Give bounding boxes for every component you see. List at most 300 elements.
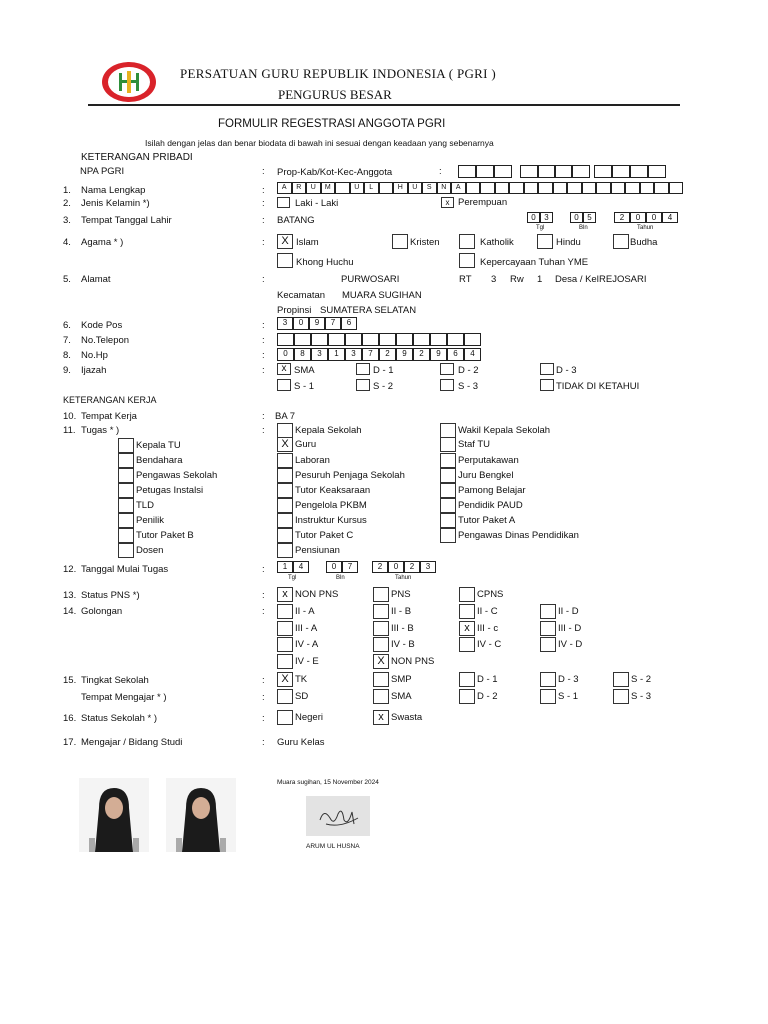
tugas-pesuruh-checkbox[interactable] bbox=[277, 468, 293, 483]
row-tmt-num: 12. bbox=[63, 564, 77, 575]
row-status_pns-colon: : bbox=[262, 590, 265, 601]
tugas-laboran-label: Laboran bbox=[295, 455, 330, 466]
row-ijazah-colon: : bbox=[262, 365, 265, 376]
row-hp-num: 8. bbox=[63, 350, 71, 361]
female-checkbox[interactable]: x bbox=[441, 197, 454, 208]
tingkat-sma-label: SMA bbox=[391, 691, 412, 702]
tugas-penilik-label: Penilik bbox=[136, 515, 164, 526]
tugas-pengawas-label: Pengawas Sekolah bbox=[136, 470, 218, 481]
golongan-iiia-label: III - A bbox=[295, 622, 318, 634]
golongan-iid-label: II - D bbox=[558, 606, 579, 617]
tingkat-s3-checkbox[interactable] bbox=[613, 689, 629, 704]
birth-day-cell[interactable]: 0 bbox=[527, 212, 540, 223]
row-agama-label: Agama * ) bbox=[81, 237, 124, 248]
row-status_sekolah-colon: : bbox=[262, 713, 265, 724]
tugas-dosen-label: Dosen bbox=[136, 545, 164, 556]
form-instruction: Isilah dengan jelas dan benar biodata di bawah ini sesuai dengan keadaan yang sebenarnya bbox=[145, 138, 494, 148]
org-subtitle: PENGURUS BESAR bbox=[278, 87, 392, 102]
telepon-cell[interactable] bbox=[362, 333, 379, 346]
tugas-bengkel-checkbox[interactable] bbox=[440, 468, 456, 483]
row-tingkat-colon: : bbox=[262, 675, 265, 686]
khonghucu-checkbox[interactable] bbox=[277, 253, 293, 268]
tugas-wakasek-checkbox[interactable] bbox=[440, 423, 456, 438]
islam-label: Islam bbox=[296, 237, 319, 248]
nama-cell[interactable]: R bbox=[292, 182, 307, 194]
katholik-label: Katholik bbox=[480, 237, 514, 248]
npa-colon: : bbox=[439, 166, 442, 177]
row-agama-colon: : bbox=[262, 237, 265, 248]
tugas-paket_c-checkbox[interactable] bbox=[277, 528, 293, 543]
tugas-penilik-checkbox[interactable] bbox=[118, 513, 134, 528]
tugas-dinas-label: Pengawas Dinas Pendidikan bbox=[458, 530, 579, 541]
golongan-iiid-checkbox[interactable] bbox=[540, 621, 556, 636]
row-tempat-mengajar-label: Tempat Mengajar * ) bbox=[81, 692, 167, 703]
row-status_pns-num: 13. bbox=[63, 590, 77, 601]
section-pribadi: KETERANGAN PRIBADI bbox=[81, 152, 193, 163]
npa-cell[interactable] bbox=[648, 165, 666, 178]
golongan-iic-checkbox[interactable] bbox=[459, 604, 475, 619]
npa-cell[interactable] bbox=[594, 165, 612, 178]
ijazah-d1-label: D - 1 bbox=[373, 365, 394, 376]
budha-label: Budha bbox=[630, 237, 658, 248]
row-status_sekolah-label: Status Sekolah * ) bbox=[81, 713, 158, 724]
mengajar-value: Guru Kelas bbox=[277, 737, 325, 748]
row-tugas-label: Tugas * ) bbox=[81, 425, 120, 436]
row-kodepos-colon: : bbox=[262, 320, 265, 331]
kecamatan-value: MUARA SUGIHAN bbox=[342, 290, 422, 301]
npa-cell[interactable] bbox=[554, 165, 572, 178]
npa-cell[interactable] bbox=[520, 165, 538, 178]
signature-name: ARUM UL HUSNA bbox=[306, 843, 360, 850]
golongan-iid-checkbox[interactable] bbox=[540, 604, 556, 619]
telepon-cell[interactable] bbox=[464, 333, 481, 346]
tmt-month-cell[interactable]: 7 bbox=[342, 561, 358, 573]
pns-pns-checkbox[interactable] bbox=[373, 587, 389, 602]
nama-cell[interactable]: U bbox=[350, 182, 365, 194]
birth-month-cell[interactable]: 0 bbox=[570, 212, 583, 223]
telepon-cell[interactable] bbox=[413, 333, 430, 346]
kodepos-cell[interactable]: 3 bbox=[277, 317, 293, 330]
row-npa-colon: : bbox=[262, 166, 265, 177]
hp-cell[interactable]: 9 bbox=[430, 348, 447, 361]
ijazah-unknown-checkbox[interactable] bbox=[540, 379, 554, 391]
golongan-iib-checkbox[interactable] bbox=[373, 604, 389, 619]
rt-value: 3 bbox=[491, 274, 497, 285]
tmt-year-cell[interactable]: 3 bbox=[420, 561, 436, 573]
row-kodepos-label: Kode Pos bbox=[81, 320, 123, 331]
kepercayaan-label: Kepercayaan Tuhan YME bbox=[480, 257, 589, 268]
row-telp-label: No.Telepon bbox=[81, 335, 130, 346]
tugas-pkbm-checkbox[interactable] bbox=[277, 498, 293, 513]
propinsi-value: SUMATERA SELATAN bbox=[320, 305, 417, 316]
row-tempat_kerja-label: Tempat Kerja bbox=[81, 411, 137, 422]
ttl-tgl-caption: Tgl bbox=[536, 225, 545, 231]
nama-cell[interactable] bbox=[582, 182, 597, 194]
row-telp-num: 7. bbox=[63, 335, 71, 346]
row-mengajar-num: 17. bbox=[63, 737, 77, 748]
row-tempat-mengajar-colon: : bbox=[262, 692, 265, 703]
kodepos-cell[interactable]: 0 bbox=[293, 317, 309, 330]
npa-cell[interactable] bbox=[476, 165, 494, 178]
golongan-ive-checkbox[interactable] bbox=[277, 654, 293, 669]
row-tmt-label: Tanggal Mulai Tugas bbox=[81, 564, 169, 575]
status-negeri-checkbox[interactable] bbox=[277, 710, 293, 725]
nama-cell[interactable]: L bbox=[364, 182, 379, 194]
golongan-iva-label: IV - A bbox=[295, 639, 319, 650]
nama-cell[interactable]: U bbox=[306, 182, 321, 194]
npa-cell[interactable] bbox=[630, 165, 648, 178]
desa-label: Desa / Kel bbox=[555, 274, 599, 285]
row-mengajar-label: Mengajar / Bidang Studi bbox=[81, 737, 183, 748]
golongan-iic-label: II - C bbox=[477, 606, 498, 617]
ijazah-s1-label: S - 1 bbox=[294, 381, 315, 392]
hp-cell[interactable]: 1 bbox=[328, 348, 345, 361]
pns-non-checkbox[interactable]: x bbox=[277, 587, 293, 602]
telepon-cell[interactable] bbox=[311, 333, 328, 346]
birth-month-cell[interactable]: 5 bbox=[583, 212, 596, 223]
tempat-kerja-value: BA 7 bbox=[275, 411, 296, 422]
golongan-iiib-checkbox[interactable] bbox=[373, 621, 389, 636]
golongan-nonpns-label: NON PNS bbox=[391, 655, 435, 667]
hp-cell[interactable]: 3 bbox=[345, 348, 362, 361]
tmt-year-cell[interactable]: 2 bbox=[404, 561, 420, 573]
ijazah-s2-checkbox[interactable] bbox=[356, 379, 370, 391]
tugas-bendahara-label: Bendahara bbox=[136, 455, 183, 466]
row-tingkat-label: Tingkat Sekolah bbox=[81, 675, 149, 686]
row-telp-colon: : bbox=[262, 335, 265, 346]
ttl-bln-caption: Bln bbox=[579, 225, 588, 231]
tugas-paud-label: Pendidik PAUD bbox=[458, 500, 523, 511]
row-nama-label: Nama Lengkap bbox=[81, 185, 146, 196]
khonghucu-label: Khong Huchu bbox=[296, 257, 354, 268]
hp-cell[interactable]: 2 bbox=[413, 348, 430, 361]
row-tmt-colon: : bbox=[262, 564, 265, 575]
npa-cell[interactable] bbox=[572, 165, 590, 178]
rt-label: RT bbox=[459, 274, 472, 285]
row-alamat-colon: : bbox=[262, 274, 265, 285]
telepon-cell[interactable] bbox=[345, 333, 362, 346]
nama-cell[interactable]: A bbox=[451, 182, 466, 194]
golongan-ivb-checkbox[interactable] bbox=[373, 637, 389, 652]
nama-cell[interactable] bbox=[509, 182, 524, 194]
hp-cell[interactable]: 9 bbox=[396, 348, 413, 361]
ijazah-s2-label: S - 2 bbox=[373, 381, 394, 392]
tugas-kursus-label: Instruktur Kursus bbox=[295, 515, 367, 526]
golongan-ivc-checkbox[interactable] bbox=[459, 637, 475, 652]
tugas-staftu-checkbox[interactable] bbox=[440, 437, 456, 452]
row-nama-colon: : bbox=[262, 185, 265, 196]
header-divider bbox=[88, 104, 680, 106]
org-title: PERSATUAN GURU REPUBLIK INDONESIA ( PGRI ) bbox=[180, 66, 496, 81]
tmt-bln-caption: Bln bbox=[336, 575, 345, 581]
ijazah-s3-checkbox[interactable] bbox=[440, 379, 454, 391]
status-swasta-checkbox[interactable]: x bbox=[373, 710, 389, 725]
golongan-ivd-checkbox[interactable] bbox=[540, 637, 556, 652]
golongan-iiib-label: III - B bbox=[391, 622, 414, 634]
tugas-laboran-checkbox[interactable] bbox=[277, 453, 293, 468]
nama-cell[interactable] bbox=[596, 182, 611, 194]
tugas-bendahara-checkbox[interactable] bbox=[118, 453, 134, 468]
row-alamat-label: Alamat bbox=[81, 274, 111, 285]
tugas-staftu-label: Staf TU bbox=[458, 439, 491, 450]
birth-year-cell[interactable]: 0 bbox=[646, 212, 662, 223]
golongan-ive-label: IV - E bbox=[295, 655, 319, 667]
nama-cell[interactable]: S bbox=[422, 182, 437, 194]
tugas-paud-checkbox[interactable] bbox=[440, 498, 456, 513]
tugas-bengkel-label: Juru Bengkel bbox=[458, 470, 514, 481]
ijazah-d3-label: D - 3 bbox=[556, 365, 577, 376]
tingkat-s1-checkbox[interactable] bbox=[540, 689, 556, 704]
golongan-ivd-label: IV - D bbox=[558, 639, 583, 650]
ijazah-sma-checkbox[interactable]: x bbox=[277, 363, 291, 375]
nama-cell[interactable] bbox=[524, 182, 539, 194]
male-checkbox[interactable] bbox=[277, 197, 290, 208]
tugas-paket_a-label: Tutor Paket A bbox=[458, 515, 516, 526]
nama-cell[interactable] bbox=[611, 182, 626, 194]
row-kodepos-num: 6. bbox=[63, 320, 71, 331]
ijazah-s3-label: S - 3 bbox=[458, 381, 479, 392]
row-tingkat-num: 15. bbox=[63, 675, 77, 686]
rw-label: Rw bbox=[510, 274, 524, 285]
telepon-cell[interactable] bbox=[379, 333, 396, 346]
row-hp-label: No.Hp bbox=[81, 350, 108, 361]
hindu-checkbox[interactable] bbox=[537, 234, 553, 249]
row-jk-label: Jenis Kelamin *) bbox=[81, 198, 150, 209]
kepercayaan-checkbox[interactable] bbox=[459, 253, 475, 268]
row-jk-colon: : bbox=[262, 198, 265, 209]
kodepos-cell[interactable]: 6 bbox=[341, 317, 357, 330]
tugas-dinas-checkbox[interactable] bbox=[440, 528, 456, 543]
tugas-pamong-checkbox[interactable] bbox=[440, 483, 456, 498]
tugas-pamong-label: Pamong Belajar bbox=[458, 485, 526, 496]
nama-cell[interactable] bbox=[480, 182, 495, 194]
tingkat-sd-checkbox[interactable] bbox=[277, 689, 293, 704]
signature-date: Muara sugihan, 15 November 2024 bbox=[277, 779, 379, 786]
golongan-ivc-label: IV - C bbox=[477, 639, 502, 650]
ijazah-d2-label: D - 2 bbox=[458, 365, 479, 376]
tingkat-s1-label: S - 1 bbox=[558, 691, 579, 702]
row-ijazah-label: Ijazah bbox=[81, 365, 107, 376]
row-mengajar-colon: : bbox=[262, 737, 265, 748]
ijazah-sma-label: SMA bbox=[294, 365, 315, 376]
tugas-paket_c-label: Tutor Paket C bbox=[295, 530, 354, 541]
nama-cell[interactable] bbox=[553, 182, 568, 194]
ijazah-d2-checkbox[interactable] bbox=[440, 363, 454, 375]
nama-cell[interactable] bbox=[495, 182, 510, 194]
ijazah-s1-checkbox[interactable] bbox=[277, 379, 291, 391]
tingkat-tk-checkbox[interactable]: X bbox=[277, 672, 293, 687]
nama-cell[interactable]: U bbox=[408, 182, 423, 194]
npa-format: Prop-Kab/Kot-Kec-Anggota bbox=[277, 167, 393, 178]
tingkat-d3-checkbox[interactable] bbox=[540, 672, 556, 687]
nama-cell[interactable] bbox=[567, 182, 582, 194]
tmt-month-cell[interactable]: 0 bbox=[326, 561, 342, 573]
row-hp-colon: : bbox=[262, 350, 265, 361]
tingkat-s3-label: S - 3 bbox=[631, 691, 652, 702]
tugas-kepsek-checkbox[interactable] bbox=[277, 423, 293, 438]
row-agama-num: 4. bbox=[63, 237, 71, 248]
nama-cell[interactable] bbox=[625, 182, 640, 194]
ijazah-unknown-label: TIDAK DI KETAHUI bbox=[556, 381, 640, 392]
row-ttl-num: 3. bbox=[63, 215, 71, 226]
row-status_pns-label: Status PNS *) bbox=[81, 590, 140, 601]
row-alamat-num: 5. bbox=[63, 274, 71, 285]
tugas-perpus-checkbox[interactable] bbox=[440, 453, 456, 468]
tingkat-d1-checkbox[interactable] bbox=[459, 672, 475, 687]
tugas-wakasek-label: Wakil Kepala Sekolah bbox=[458, 425, 551, 436]
telepon-cell[interactable] bbox=[294, 333, 311, 346]
hp-cell[interactable]: 6 bbox=[447, 348, 464, 361]
nama-cell[interactable] bbox=[538, 182, 553, 194]
hp-cell[interactable]: 4 bbox=[464, 348, 481, 361]
ttl-tahun-caption: Tahun bbox=[637, 225, 654, 231]
row-tempat_kerja-num: 10. bbox=[63, 411, 77, 422]
npa-cell[interactable] bbox=[612, 165, 630, 178]
tugas-pengawas-checkbox[interactable] bbox=[118, 468, 134, 483]
katholik-checkbox[interactable] bbox=[459, 234, 475, 249]
tingkat-s2-label: S - 2 bbox=[631, 674, 652, 685]
nama-cell[interactable] bbox=[379, 182, 394, 194]
row-golongan-num: 14. bbox=[63, 606, 77, 617]
kodepos-cell[interactable]: 7 bbox=[325, 317, 341, 330]
male-label: Laki - Laki bbox=[295, 198, 339, 209]
ijazah-d1-checkbox[interactable] bbox=[356, 363, 370, 375]
rw-value: 1 bbox=[537, 274, 543, 285]
tmt-day-cell[interactable]: 1 bbox=[277, 561, 293, 573]
alamat-desa: PURWOSARI bbox=[341, 274, 400, 285]
member-photo-2 bbox=[166, 778, 236, 852]
tingkat-sd-label: SD bbox=[295, 691, 309, 702]
tmt-day-cell[interactable]: 4 bbox=[293, 561, 309, 573]
hp-cell[interactable]: 3 bbox=[311, 348, 328, 361]
row-tugas-num: 11. bbox=[63, 425, 76, 436]
hp-cell[interactable]: 2 bbox=[379, 348, 396, 361]
row-tempat_kerja-colon: : bbox=[262, 411, 265, 422]
tingkat-smp-label: SMP bbox=[391, 674, 412, 685]
tugas-paket_b-label: Tutor Paket B bbox=[136, 530, 194, 541]
npa-cell[interactable] bbox=[494, 165, 512, 178]
pns-cpns-checkbox[interactable] bbox=[459, 587, 475, 602]
nama-cell[interactable]: A bbox=[277, 182, 292, 194]
tugas-paket_a-checkbox[interactable] bbox=[440, 513, 456, 528]
section-kerja: KETERANGAN KERJA bbox=[63, 395, 157, 405]
golongan-iiic-checkbox[interactable]: x bbox=[459, 621, 475, 636]
birth-year-cell[interactable]: 2 bbox=[614, 212, 630, 223]
birth-year-cell[interactable]: 4 bbox=[662, 212, 678, 223]
tingkat-d1-label: D - 1 bbox=[477, 674, 498, 685]
budha-checkbox[interactable] bbox=[613, 234, 629, 249]
golongan-iia-label: II - A bbox=[295, 606, 315, 617]
row-golongan-colon: : bbox=[262, 606, 265, 617]
birth-year-cell[interactable]: 0 bbox=[630, 212, 646, 223]
birth-day-cell[interactable]: 3 bbox=[540, 212, 553, 223]
nama-cell[interactable] bbox=[654, 182, 669, 194]
hp-cell[interactable]: 7 bbox=[362, 348, 379, 361]
pns-pns-label: PNS bbox=[391, 589, 411, 600]
npa-label: NPA PGRI bbox=[80, 166, 125, 177]
row-ttl-colon: : bbox=[262, 215, 265, 226]
tingkat-sma-checkbox[interactable] bbox=[373, 689, 389, 704]
tmt-year-cell[interactable]: 0 bbox=[388, 561, 404, 573]
golongan-iiid-label: III - D bbox=[558, 622, 582, 634]
golongan-iiic-label: III - c bbox=[477, 622, 499, 634]
golongan-iib-label: II - B bbox=[391, 606, 412, 617]
signature-image bbox=[306, 796, 370, 836]
nama-cell[interactable] bbox=[669, 182, 684, 194]
telepon-cell[interactable] bbox=[430, 333, 447, 346]
tmt-year-cell[interactable]: 2 bbox=[372, 561, 388, 573]
hp-cell[interactable]: 8 bbox=[294, 348, 311, 361]
tugas-kepsek-label: Kepala Sekolah bbox=[295, 425, 362, 436]
nama-cell[interactable] bbox=[640, 182, 655, 194]
tugas-paket_b-checkbox[interactable] bbox=[118, 528, 134, 543]
tugas-pensiunan-checkbox[interactable] bbox=[277, 543, 293, 558]
row-golongan-label: Golongan bbox=[81, 606, 123, 617]
tugas-tld-checkbox[interactable] bbox=[118, 498, 134, 513]
nama-cell[interactable] bbox=[335, 182, 350, 194]
nama-cell[interactable]: M bbox=[321, 182, 336, 194]
tugas-instalasi-label: Petugas Instalsi bbox=[136, 485, 204, 496]
tugas-keaksaraan-label: Tutor Keaksaraan bbox=[295, 485, 371, 496]
golongan-nonpns-checkbox[interactable]: X bbox=[373, 654, 389, 669]
golongan-ivb-label: IV - B bbox=[391, 639, 415, 650]
tugas-dosen-checkbox[interactable] bbox=[118, 543, 134, 558]
nama-cell[interactable]: H bbox=[393, 182, 408, 194]
hindu-label: Hindu bbox=[556, 237, 581, 248]
tingkat-s2-checkbox[interactable] bbox=[613, 672, 629, 687]
telepon-cell[interactable] bbox=[396, 333, 413, 346]
tugas-kursus-checkbox[interactable] bbox=[277, 513, 293, 528]
golongan-iia-checkbox[interactable] bbox=[277, 604, 293, 619]
tingkat-d2-label: D - 2 bbox=[477, 691, 498, 702]
tugas-guru-checkbox[interactable]: X bbox=[277, 437, 293, 452]
tingkat-d2-checkbox[interactable] bbox=[459, 689, 475, 704]
telepon-cell[interactable] bbox=[447, 333, 464, 346]
tugas-instalasi-checkbox[interactable] bbox=[118, 483, 134, 498]
tugas-pensiunan-label: Pensiunan bbox=[295, 545, 340, 556]
nama-cell[interactable] bbox=[466, 182, 481, 194]
member-photo-1 bbox=[79, 778, 149, 852]
pns-cpns-label: CPNS bbox=[477, 589, 504, 600]
hp-cell[interactable]: 0 bbox=[277, 348, 294, 361]
tingkat-smp-checkbox[interactable] bbox=[373, 672, 389, 687]
pns-non-label: NON PNS bbox=[295, 589, 339, 600]
kodepos-cell[interactable]: 9 bbox=[309, 317, 325, 330]
kecamatan-label: Kecamatan bbox=[277, 290, 326, 301]
tmt-tgl-caption: Tgl bbox=[288, 575, 297, 581]
tugas-keaksaraan-checkbox[interactable] bbox=[277, 483, 293, 498]
npa-cell[interactable] bbox=[458, 165, 476, 178]
row-status_sekolah-num: 16. bbox=[63, 713, 77, 724]
row-nama-num: 1. bbox=[63, 185, 71, 196]
telepon-cell[interactable] bbox=[277, 333, 294, 346]
tugas-kepala_tu-checkbox[interactable] bbox=[118, 438, 134, 453]
tugas-tld-label: TLD bbox=[136, 500, 154, 511]
ijazah-d3-checkbox[interactable] bbox=[540, 363, 554, 375]
kristen-checkbox[interactable] bbox=[392, 234, 408, 249]
golongan-iva-checkbox[interactable] bbox=[277, 637, 293, 652]
islam-checkbox[interactable]: X bbox=[277, 234, 293, 249]
female-label: Perempuan bbox=[458, 197, 508, 208]
kristen-label: Kristen bbox=[410, 237, 440, 248]
telepon-cell[interactable] bbox=[328, 333, 345, 346]
nama-cell[interactable]: N bbox=[437, 182, 452, 194]
golongan-iiia-checkbox[interactable] bbox=[277, 621, 293, 636]
desa-value: REJOSARI bbox=[599, 274, 647, 285]
tugas-pkbm-label: Pengelola PKBM bbox=[295, 500, 367, 511]
row-ttl-label: Tempat Tanggal Lahir bbox=[81, 215, 172, 226]
tugas-pesuruh-label: Pesuruh Penjaga Sekolah bbox=[295, 470, 405, 481]
